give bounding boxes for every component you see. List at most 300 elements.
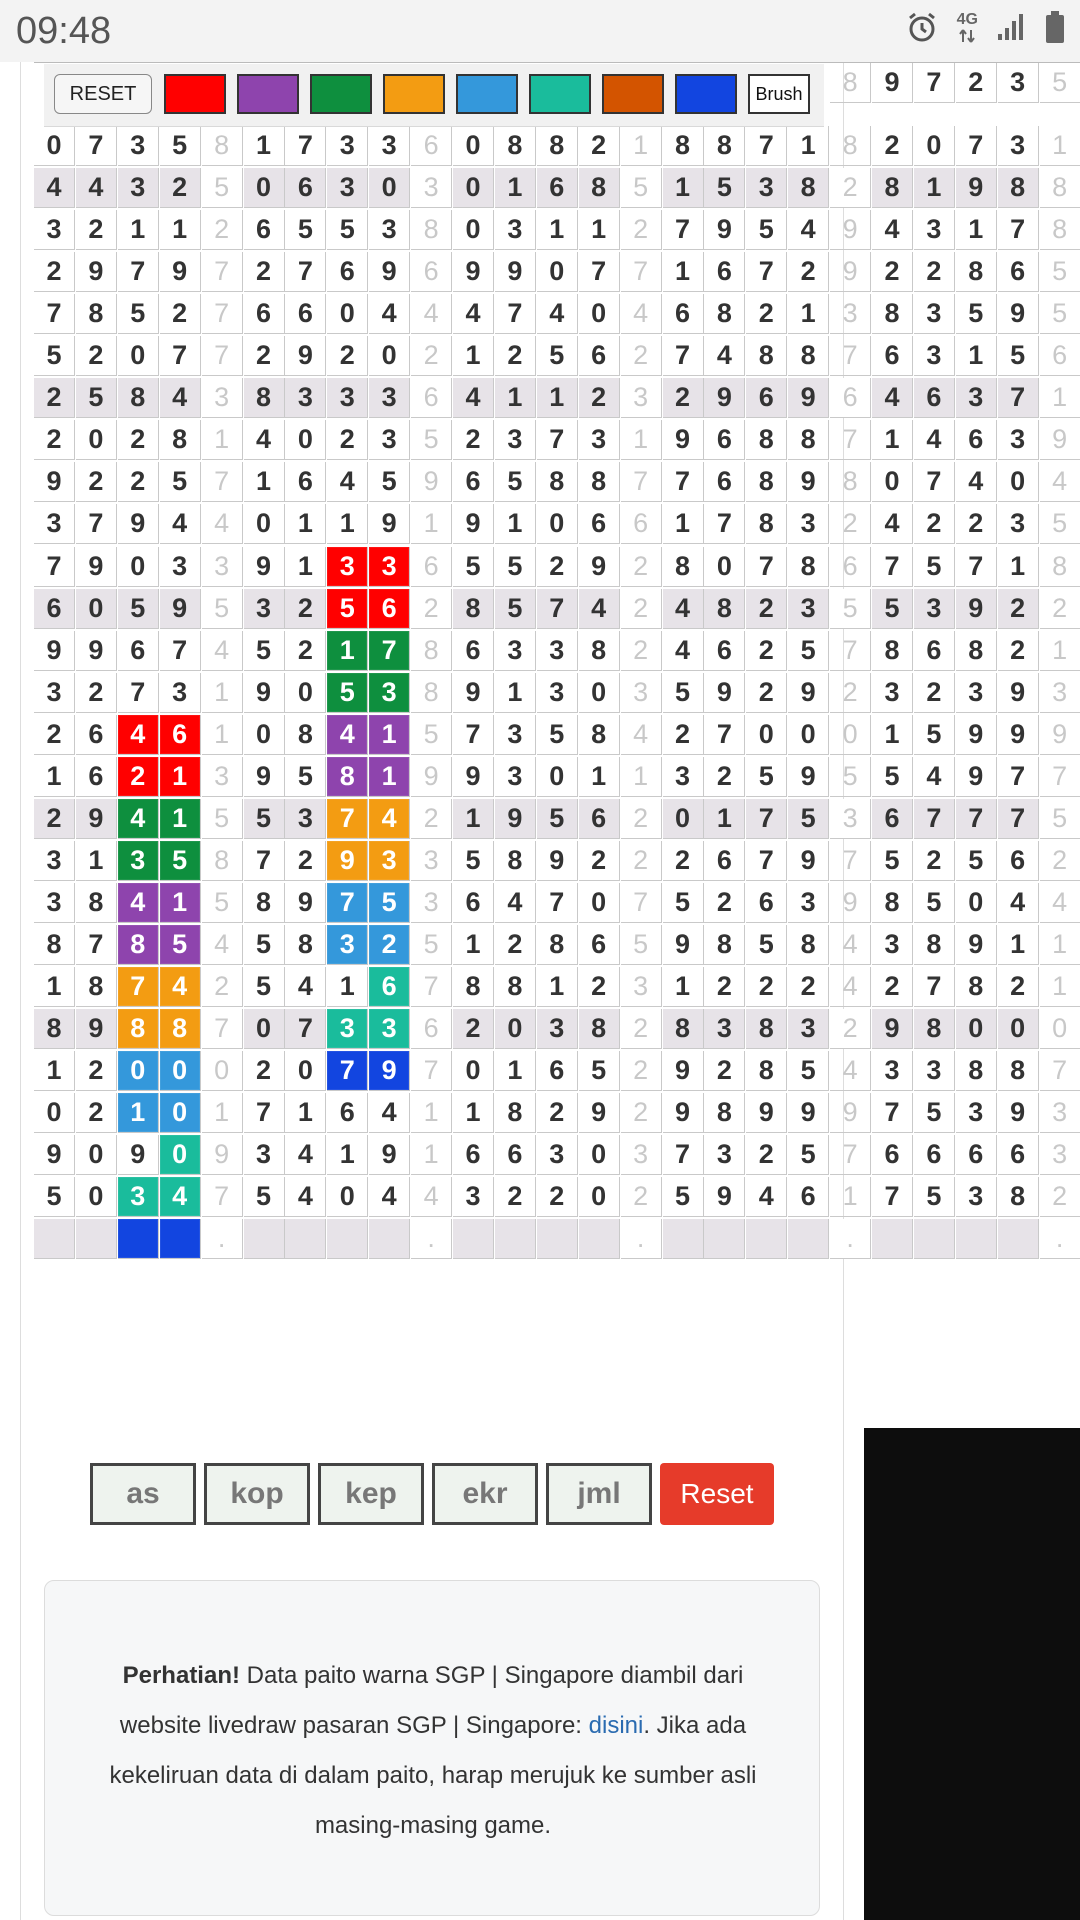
grid-cell[interactable]: 2 xyxy=(663,378,704,418)
grid-cell[interactable]: 5 xyxy=(34,1177,75,1217)
grid-cell[interactable]: 0 xyxy=(160,1135,201,1175)
grid-cell[interactable]: 0 xyxy=(285,673,326,713)
grid-cell[interactable]: 4 xyxy=(244,420,285,460)
grid-cell[interactable]: 9 xyxy=(118,504,159,544)
grid-cell[interactable]: 3 xyxy=(788,883,829,923)
grid-cell[interactable]: 7 xyxy=(998,799,1039,839)
grid-cell[interactable]: 5 xyxy=(160,462,201,502)
grid-cell[interactable]: 5 xyxy=(244,967,285,1007)
grid-separator-cell[interactable]: 2 xyxy=(621,1051,662,1091)
grid-separator-cell[interactable]: 4 xyxy=(621,294,662,334)
grid-cell[interactable]: 6 xyxy=(704,841,745,881)
grid-cell[interactable]: 0 xyxy=(998,1009,1039,1049)
grid-cell[interactable]: 0 xyxy=(369,336,410,376)
grid-cell[interactable]: 9 xyxy=(998,715,1039,755)
grid-cell[interactable]: 1 xyxy=(369,757,410,797)
grid-cell[interactable]: 4 xyxy=(495,883,536,923)
grid-separator-cell[interactable]: 2 xyxy=(202,210,243,250)
grid-cell[interactable]: 7 xyxy=(872,547,913,587)
grid-cell[interactable]: 4 xyxy=(118,715,159,755)
grid-cell[interactable]: 2 xyxy=(327,420,368,460)
grid-separator-cell[interactable]: 3 xyxy=(411,883,452,923)
grid-cell[interactable]: 9 xyxy=(160,252,201,292)
grid-cell[interactable] xyxy=(872,1219,913,1259)
grid-cell[interactable]: 6 xyxy=(453,462,494,502)
grid-separator-cell[interactable]: 6 xyxy=(830,547,871,587)
grid-cell[interactable]: 3 xyxy=(579,420,620,460)
grid-cell[interactable]: 3 xyxy=(327,126,368,166)
grid-cell[interactable]: 8 xyxy=(537,462,578,502)
grid-cell[interactable]: 4 xyxy=(285,1177,326,1217)
grid-cell[interactable]: 2 xyxy=(579,967,620,1007)
grid-cell[interactable]: 7 xyxy=(76,504,117,544)
grid-cell[interactable]: 7 xyxy=(872,1177,913,1217)
grid-cell[interactable]: 2 xyxy=(914,252,955,292)
grid-cell[interactable]: 8 xyxy=(663,547,704,587)
grid-cell[interactable]: 0 xyxy=(160,1093,201,1133)
grid-separator-cell[interactable]: 5 xyxy=(202,799,243,839)
grid-cell[interactable]: 5 xyxy=(160,925,201,965)
grid-separator-cell[interactable]: 4 xyxy=(830,925,871,965)
grid-separator-cell[interactable]: 3 xyxy=(830,294,871,334)
color-swatch-orange[interactable] xyxy=(383,74,445,114)
grid-separator-cell[interactable]: . xyxy=(202,1219,243,1259)
grid-cell[interactable]: 5 xyxy=(956,841,997,881)
grid-cell[interactable]: 8 xyxy=(956,252,997,292)
grid-cell[interactable]: 1 xyxy=(914,168,955,208)
grid-separator-cell[interactable]: 1 xyxy=(202,715,243,755)
color-swatch-green[interactable] xyxy=(310,74,372,114)
grid-cell[interactable]: 5 xyxy=(914,1177,955,1217)
grid-cell[interactable]: 2 xyxy=(327,336,368,376)
grid-cell[interactable]: 2 xyxy=(788,967,829,1007)
grid-cell[interactable]: 7 xyxy=(244,1093,285,1133)
grid-separator-cell[interactable]: 2 xyxy=(1040,1177,1080,1217)
grid-separator-cell[interactable]: . xyxy=(621,1219,662,1259)
grid-cell[interactable]: 5 xyxy=(369,883,410,923)
grid-cell[interactable]: 1 xyxy=(160,883,201,923)
grid-cell[interactable]: 7 xyxy=(914,967,955,1007)
grid-cell[interactable]: 9 xyxy=(746,1093,787,1133)
grid-cell[interactable]: 2 xyxy=(369,925,410,965)
grid-cell[interactable]: 3 xyxy=(746,168,787,208)
grid-cell[interactable]: 1 xyxy=(537,378,578,418)
grid-cell[interactable]: 8 xyxy=(663,126,704,166)
grid-cell[interactable]: 4 xyxy=(956,462,997,502)
grid-cell[interactable]: 8 xyxy=(160,420,201,460)
grid-separator-cell[interactable]: 2 xyxy=(621,336,662,376)
as-input[interactable]: as xyxy=(90,1463,196,1525)
grid-cell[interactable]: 0 xyxy=(118,1051,159,1091)
grid-cell[interactable]: 9 xyxy=(704,1177,745,1217)
grid-cell[interactable]: 8 xyxy=(872,631,913,671)
grid-cell[interactable]: 3 xyxy=(537,1135,578,1175)
grid-cell[interactable]: 9 xyxy=(788,1093,829,1133)
grid-cell[interactable]: 0 xyxy=(160,1051,201,1091)
grid-cell[interactable]: 8 xyxy=(495,841,536,881)
grid-separator-cell[interactable]: 5 xyxy=(830,589,871,629)
grid-cell[interactable]: 2 xyxy=(76,673,117,713)
grid-separator-cell[interactable]: 9 xyxy=(202,1135,243,1175)
grid-cell[interactable]: 3 xyxy=(34,841,75,881)
grid-separator-cell[interactable]: 1 xyxy=(411,1135,452,1175)
grid-separator-cell[interactable]: 8 xyxy=(1040,210,1080,250)
grid-cell[interactable]: 2 xyxy=(118,420,159,460)
grid-cell[interactable]: 0 xyxy=(872,462,913,502)
grid-cell[interactable]: 3 xyxy=(704,1135,745,1175)
grid-separator-cell[interactable]: 1 xyxy=(202,673,243,713)
grid-cell[interactable]: 7 xyxy=(244,841,285,881)
grid-cell[interactable]: 2 xyxy=(872,252,913,292)
grid-cell[interactable]: 6 xyxy=(453,631,494,671)
grid-cell[interactable]: 1 xyxy=(453,799,494,839)
grid-separator-cell[interactable]: 1 xyxy=(411,504,452,544)
grid-cell[interactable]: 8 xyxy=(537,126,578,166)
grid-separator-cell[interactable]: 3 xyxy=(621,1135,662,1175)
grid-cell[interactable]: 0 xyxy=(453,168,494,208)
grid-cell[interactable]: 6 xyxy=(495,1135,536,1175)
grid-cell[interactable]: 8 xyxy=(956,1051,997,1091)
grid-cell[interactable]: 4 xyxy=(160,504,201,544)
grid-separator-cell[interactable]: 2 xyxy=(411,336,452,376)
grid-cell[interactable]: 2 xyxy=(76,1051,117,1091)
grid-cell[interactable]: 2 xyxy=(495,336,536,376)
grid-cell[interactable]: 7 xyxy=(914,799,955,839)
grid-cell[interactable]: 9 xyxy=(956,168,997,208)
color-swatch-royal-blue[interactable] xyxy=(675,74,737,114)
grid-cell[interactable]: 8 xyxy=(537,925,578,965)
grid-cell[interactable]: 7 xyxy=(914,462,955,502)
grid-cell[interactable]: 1 xyxy=(453,925,494,965)
grid-cell[interactable]: 9 xyxy=(956,589,997,629)
grid-cell[interactable]: 5 xyxy=(118,294,159,334)
grid-cell[interactable]: 9 xyxy=(956,925,997,965)
grid-separator-cell[interactable]: 2 xyxy=(621,1009,662,1049)
grid-separator-cell[interactable]: 8 xyxy=(202,126,243,166)
grid-cell[interactable]: 9 xyxy=(495,799,536,839)
grid-cell[interactable]: 8 xyxy=(872,168,913,208)
grid-cell[interactable]: 9 xyxy=(285,883,326,923)
grid-cell[interactable]: 6 xyxy=(998,252,1039,292)
grid-cell[interactable]: 2 xyxy=(76,1093,117,1133)
grid-cell[interactable]: 7 xyxy=(998,757,1039,797)
grid-cell[interactable]: 4 xyxy=(998,883,1039,923)
grid-cell[interactable]: 7 xyxy=(34,547,75,587)
grid-cell[interactable]: 0 xyxy=(34,126,75,166)
grid-cell[interactable]: 5 xyxy=(788,1051,829,1091)
grid-cell[interactable]: 7 xyxy=(998,378,1039,418)
grid-separator-cell[interactable]: 8 xyxy=(202,841,243,881)
grid-cell[interactable]: 4 xyxy=(872,378,913,418)
grid-cell[interactable]: 5 xyxy=(579,1051,620,1091)
grid-cell[interactable]: 8 xyxy=(788,336,829,376)
grid-cell[interactable]: 7 xyxy=(579,252,620,292)
grid-cell[interactable]: 2 xyxy=(746,1135,787,1175)
grid-cell[interactable]: 7 xyxy=(537,589,578,629)
grid-separator-cell[interactable]: 1 xyxy=(621,420,662,460)
grid-cell[interactable]: 0 xyxy=(579,883,620,923)
grid-separator-cell[interactable]: 2 xyxy=(621,841,662,881)
grid-separator-cell[interactable]: 2 xyxy=(830,504,871,544)
grid-cell[interactable]: 8 xyxy=(495,1093,536,1133)
grid-separator-cell[interactable]: 8 xyxy=(411,673,452,713)
grid-cell[interactable]: 8 xyxy=(956,631,997,671)
grid-cell[interactable]: 4 xyxy=(579,589,620,629)
grid-cell[interactable]: 0 xyxy=(495,1009,536,1049)
grid-cell[interactable]: 3 xyxy=(369,547,410,587)
grid-cell[interactable]: 4 xyxy=(872,504,913,544)
grid-cell[interactable]: 9 xyxy=(369,504,410,544)
grid-cell[interactable]: 6 xyxy=(453,1135,494,1175)
grid-separator-cell[interactable]: 6 xyxy=(1040,336,1080,376)
grid-cell[interactable]: 0 xyxy=(285,1051,326,1091)
grid-cell[interactable]: 5 xyxy=(663,673,704,713)
grid-cell[interactable]: 2 xyxy=(746,967,787,1007)
grid-cell[interactable] xyxy=(704,1219,745,1259)
grid-cell[interactable]: 3 xyxy=(872,925,913,965)
grid-separator-cell[interactable]: 1 xyxy=(202,1093,243,1133)
grid-cell[interactable] xyxy=(746,1219,787,1259)
grid-cell[interactable]: 5 xyxy=(914,1093,955,1133)
grid-cell[interactable]: 5 xyxy=(34,336,75,376)
grid-separator-cell[interactable]: 6 xyxy=(411,547,452,587)
grid-separator-cell[interactable]: 9 xyxy=(830,883,871,923)
grid-separator-cell[interactable]: 4 xyxy=(202,925,243,965)
grid-cell[interactable]: 8 xyxy=(76,883,117,923)
grid-cell[interactable]: 3 xyxy=(369,210,410,250)
grid-cell[interactable]: 0 xyxy=(453,1051,494,1091)
grid-cell[interactable]: 8 xyxy=(495,967,536,1007)
grid-cell[interactable]: 9 xyxy=(244,547,285,587)
grid-cell[interactable]: 3 xyxy=(160,547,201,587)
grid-cell[interactable]: 6 xyxy=(914,378,955,418)
grid-separator-cell[interactable]: 8 xyxy=(830,126,871,166)
grid-cell[interactable]: 2 xyxy=(244,252,285,292)
grid-cell[interactable]: 9 xyxy=(788,841,829,881)
grid-cell[interactable]: 2 xyxy=(704,883,745,923)
grid-cell[interactable]: 0 xyxy=(956,1009,997,1049)
grid-cell[interactable]: 6 xyxy=(285,462,326,502)
grid-cell[interactable]: 2 xyxy=(34,378,75,418)
grid-separator-cell[interactable]: 6 xyxy=(411,252,452,292)
grid-separator-cell[interactable]: 9 xyxy=(830,252,871,292)
grid-separator-cell[interactable]: 6 xyxy=(411,378,452,418)
grid-cell[interactable]: 1 xyxy=(872,715,913,755)
grid-separator-cell[interactable]: 1 xyxy=(830,1177,871,1217)
grid-cell[interactable]: 6 xyxy=(704,631,745,671)
grid-cell[interactable]: 1 xyxy=(872,420,913,460)
grid-cell[interactable]: 3 xyxy=(285,799,326,839)
grid-cell[interactable]: 7 xyxy=(160,631,201,671)
grid-cell[interactable]: 9 xyxy=(663,925,704,965)
grid-cell[interactable]: 2 xyxy=(244,336,285,376)
grid-cell[interactable]: 1 xyxy=(118,210,159,250)
grid-cell[interactable]: 9 xyxy=(369,1051,410,1091)
grid-separator-cell[interactable]: 9 xyxy=(830,210,871,250)
grid-separator-cell[interactable]: 1 xyxy=(1040,126,1080,166)
grid-cell[interactable]: 5 xyxy=(285,757,326,797)
grid-cell[interactable]: 0 xyxy=(244,168,285,208)
grid-cell[interactable]: 2 xyxy=(160,294,201,334)
grid-cell[interactable] xyxy=(495,1219,536,1259)
grid-cell[interactable]: 2 xyxy=(663,715,704,755)
grid-separator-cell[interactable]: 4 xyxy=(830,967,871,1007)
grid-cell[interactable]: 9 xyxy=(76,547,117,587)
grid-cell[interactable]: 9 xyxy=(956,757,997,797)
grid-cell[interactable]: 4 xyxy=(369,799,410,839)
color-swatch-dark-orange[interactable] xyxy=(602,74,664,114)
grid-cell[interactable]: 2 xyxy=(285,631,326,671)
grid-separator-cell[interactable]: 2 xyxy=(1040,841,1080,881)
grid-cell[interactable]: 1 xyxy=(453,1093,494,1133)
grid-cell[interactable]: 9 xyxy=(118,1135,159,1175)
grid-cell[interactable]: 1 xyxy=(327,504,368,544)
grid-cell[interactable]: 6 xyxy=(956,1135,997,1175)
grid-separator-cell[interactable]: 5 xyxy=(202,168,243,208)
grid-cell[interactable]: 2 xyxy=(34,715,75,755)
grid-cell[interactable]: 3 xyxy=(495,757,536,797)
grid-cell[interactable]: 7 xyxy=(746,252,787,292)
grid-separator-cell[interactable]: 9 xyxy=(1040,420,1080,460)
grid-cell[interactable]: 3 xyxy=(327,1009,368,1049)
grid-cell[interactable]: 4 xyxy=(369,1093,410,1133)
grid-cell[interactable]: 2 xyxy=(285,589,326,629)
grid-cell[interactable]: 1 xyxy=(663,168,704,208)
grid-cell[interactable]: 3 xyxy=(369,126,410,166)
grid-cell[interactable]: 4 xyxy=(788,210,829,250)
grid-separator-cell[interactable]: 5 xyxy=(411,715,452,755)
grid-cell[interactable]: 6 xyxy=(327,1093,368,1133)
grid-cell[interactable]: 5 xyxy=(369,462,410,502)
grid-separator-cell[interactable]: 4 xyxy=(202,631,243,671)
grid-separator-cell[interactable]: 2 xyxy=(830,673,871,713)
grid-cell[interactable]: 7 xyxy=(704,715,745,755)
grid-cell[interactable] xyxy=(914,1219,955,1259)
grid-cell[interactable]: 2 xyxy=(998,631,1039,671)
grid-cell[interactable]: 2 xyxy=(746,673,787,713)
grid-cell[interactable]: 5 xyxy=(872,757,913,797)
grid-cell[interactable]: 4 xyxy=(663,631,704,671)
grid-cell[interactable]: 7 xyxy=(746,799,787,839)
grid-cell[interactable]: 3 xyxy=(537,631,578,671)
grid-cell[interactable]: 4 xyxy=(746,1177,787,1217)
grid-cell[interactable]: 5 xyxy=(746,757,787,797)
grid-cell[interactable]: 4 xyxy=(118,799,159,839)
grid-separator-cell[interactable]: 5 xyxy=(1040,294,1080,334)
grid-cell[interactable]: 3 xyxy=(495,631,536,671)
grid-cell[interactable] xyxy=(998,1219,1039,1259)
grid-cell[interactable]: 3 xyxy=(453,1177,494,1217)
grid-cell[interactable]: 1 xyxy=(285,1093,326,1133)
grid-cell[interactable]: 3 xyxy=(788,1009,829,1049)
grid-cell[interactable]: 1 xyxy=(956,336,997,376)
grid-cell[interactable]: 2 xyxy=(704,1051,745,1091)
grid-cell[interactable]: 8 xyxy=(830,63,871,103)
grid-cell[interactable]: 3 xyxy=(327,378,368,418)
grid-cell[interactable]: 0 xyxy=(746,715,787,755)
grid-separator-cell[interactable]: 1 xyxy=(411,1093,452,1133)
grid-cell[interactable]: 9 xyxy=(495,252,536,292)
grid-cell[interactable]: 8 xyxy=(663,1009,704,1049)
reset-button[interactable]: Reset xyxy=(660,1463,774,1525)
grid-cell[interactable]: 4 xyxy=(160,1177,201,1217)
grid-separator-cell[interactable]: 3 xyxy=(202,378,243,418)
grid-cell[interactable]: 2 xyxy=(34,420,75,460)
grid-cell[interactable]: 1 xyxy=(285,547,326,587)
grid-cell[interactable]: 8 xyxy=(956,967,997,1007)
grid-cell[interactable]: 2 xyxy=(537,1177,578,1217)
grid-cell[interactable]: 4 xyxy=(285,1135,326,1175)
grid-cell[interactable]: 0 xyxy=(285,420,326,460)
grid-cell[interactable]: 5 xyxy=(327,589,368,629)
grid-cell[interactable]: 3 xyxy=(956,378,997,418)
grid-cell[interactable]: 2 xyxy=(453,420,494,460)
grid-cell[interactable]: 4 xyxy=(453,378,494,418)
grid-cell[interactable]: 8 xyxy=(788,420,829,460)
grid-separator-cell[interactable]: 4 xyxy=(202,504,243,544)
grid-cell[interactable]: 2 xyxy=(453,1009,494,1049)
grid-cell[interactable]: 5 xyxy=(1040,63,1080,103)
grid-cell[interactable]: 2 xyxy=(746,631,787,671)
grid-cell[interactable]: 5 xyxy=(956,294,997,334)
grid-cell[interactable]: 0 xyxy=(453,210,494,250)
grid-cell[interactable]: 3 xyxy=(327,925,368,965)
grid-separator-cell[interactable]: 2 xyxy=(411,589,452,629)
grid-cell[interactable]: 3 xyxy=(369,420,410,460)
grid-cell[interactable]: 5 xyxy=(663,1177,704,1217)
grid-cell[interactable]: 9 xyxy=(872,1009,913,1049)
grid-cell[interactable]: 1 xyxy=(160,799,201,839)
grid-cell[interactable]: 9 xyxy=(76,1009,117,1049)
grid-separator-cell[interactable]: 6 xyxy=(621,504,662,544)
grid-cell[interactable]: 0 xyxy=(998,462,1039,502)
grid-cell[interactable]: 3 xyxy=(998,420,1039,460)
grid-cell[interactable]: 2 xyxy=(704,757,745,797)
grid-cell[interactable]: 0 xyxy=(76,589,117,629)
grid-cell[interactable]: 2 xyxy=(34,799,75,839)
grid-separator-cell[interactable]: 2 xyxy=(621,589,662,629)
grid-separator-cell[interactable]: 7 xyxy=(830,841,871,881)
grid-separator-cell[interactable]: 2 xyxy=(621,1093,662,1133)
grid-cell[interactable]: 9 xyxy=(76,799,117,839)
grid-cell[interactable]: 4 xyxy=(285,967,326,1007)
grid-cell[interactable]: 5 xyxy=(872,589,913,629)
grid-cell[interactable]: 5 xyxy=(453,547,494,587)
grid-cell[interactable]: 2 xyxy=(244,1051,285,1091)
grid-cell[interactable]: 7 xyxy=(956,547,997,587)
grid-cell[interactable]: 2 xyxy=(998,589,1039,629)
grid-cell[interactable]: 7 xyxy=(369,631,410,671)
grid-cell[interactable]: 4 xyxy=(369,1177,410,1217)
grid-separator-cell[interactable]: 7 xyxy=(830,420,871,460)
grid-cell[interactable]: 8 xyxy=(34,1009,75,1049)
grid-cell[interactable]: 7 xyxy=(118,673,159,713)
grid-separator-cell[interactable]: 2 xyxy=(830,168,871,208)
grid-separator-cell[interactable]: 5 xyxy=(1040,252,1080,292)
grid-cell[interactable]: 8 xyxy=(998,1177,1039,1217)
grid-cell[interactable]: 3 xyxy=(998,504,1039,544)
grid-cell[interactable]: 2 xyxy=(537,547,578,587)
grid-cell[interactable]: 7 xyxy=(118,967,159,1007)
grid-cell[interactable]: 6 xyxy=(914,631,955,671)
grid-cell[interactable]: 1 xyxy=(34,757,75,797)
grid-cell[interactable]: 9 xyxy=(537,841,578,881)
grid-separator-cell[interactable]: 5 xyxy=(202,883,243,923)
grid-cell[interactable]: 1 xyxy=(244,462,285,502)
grid-cell[interactable]: 6 xyxy=(160,715,201,755)
grid-separator-cell[interactable]: . xyxy=(830,1219,871,1259)
grid-cell[interactable]: 2 xyxy=(160,168,201,208)
